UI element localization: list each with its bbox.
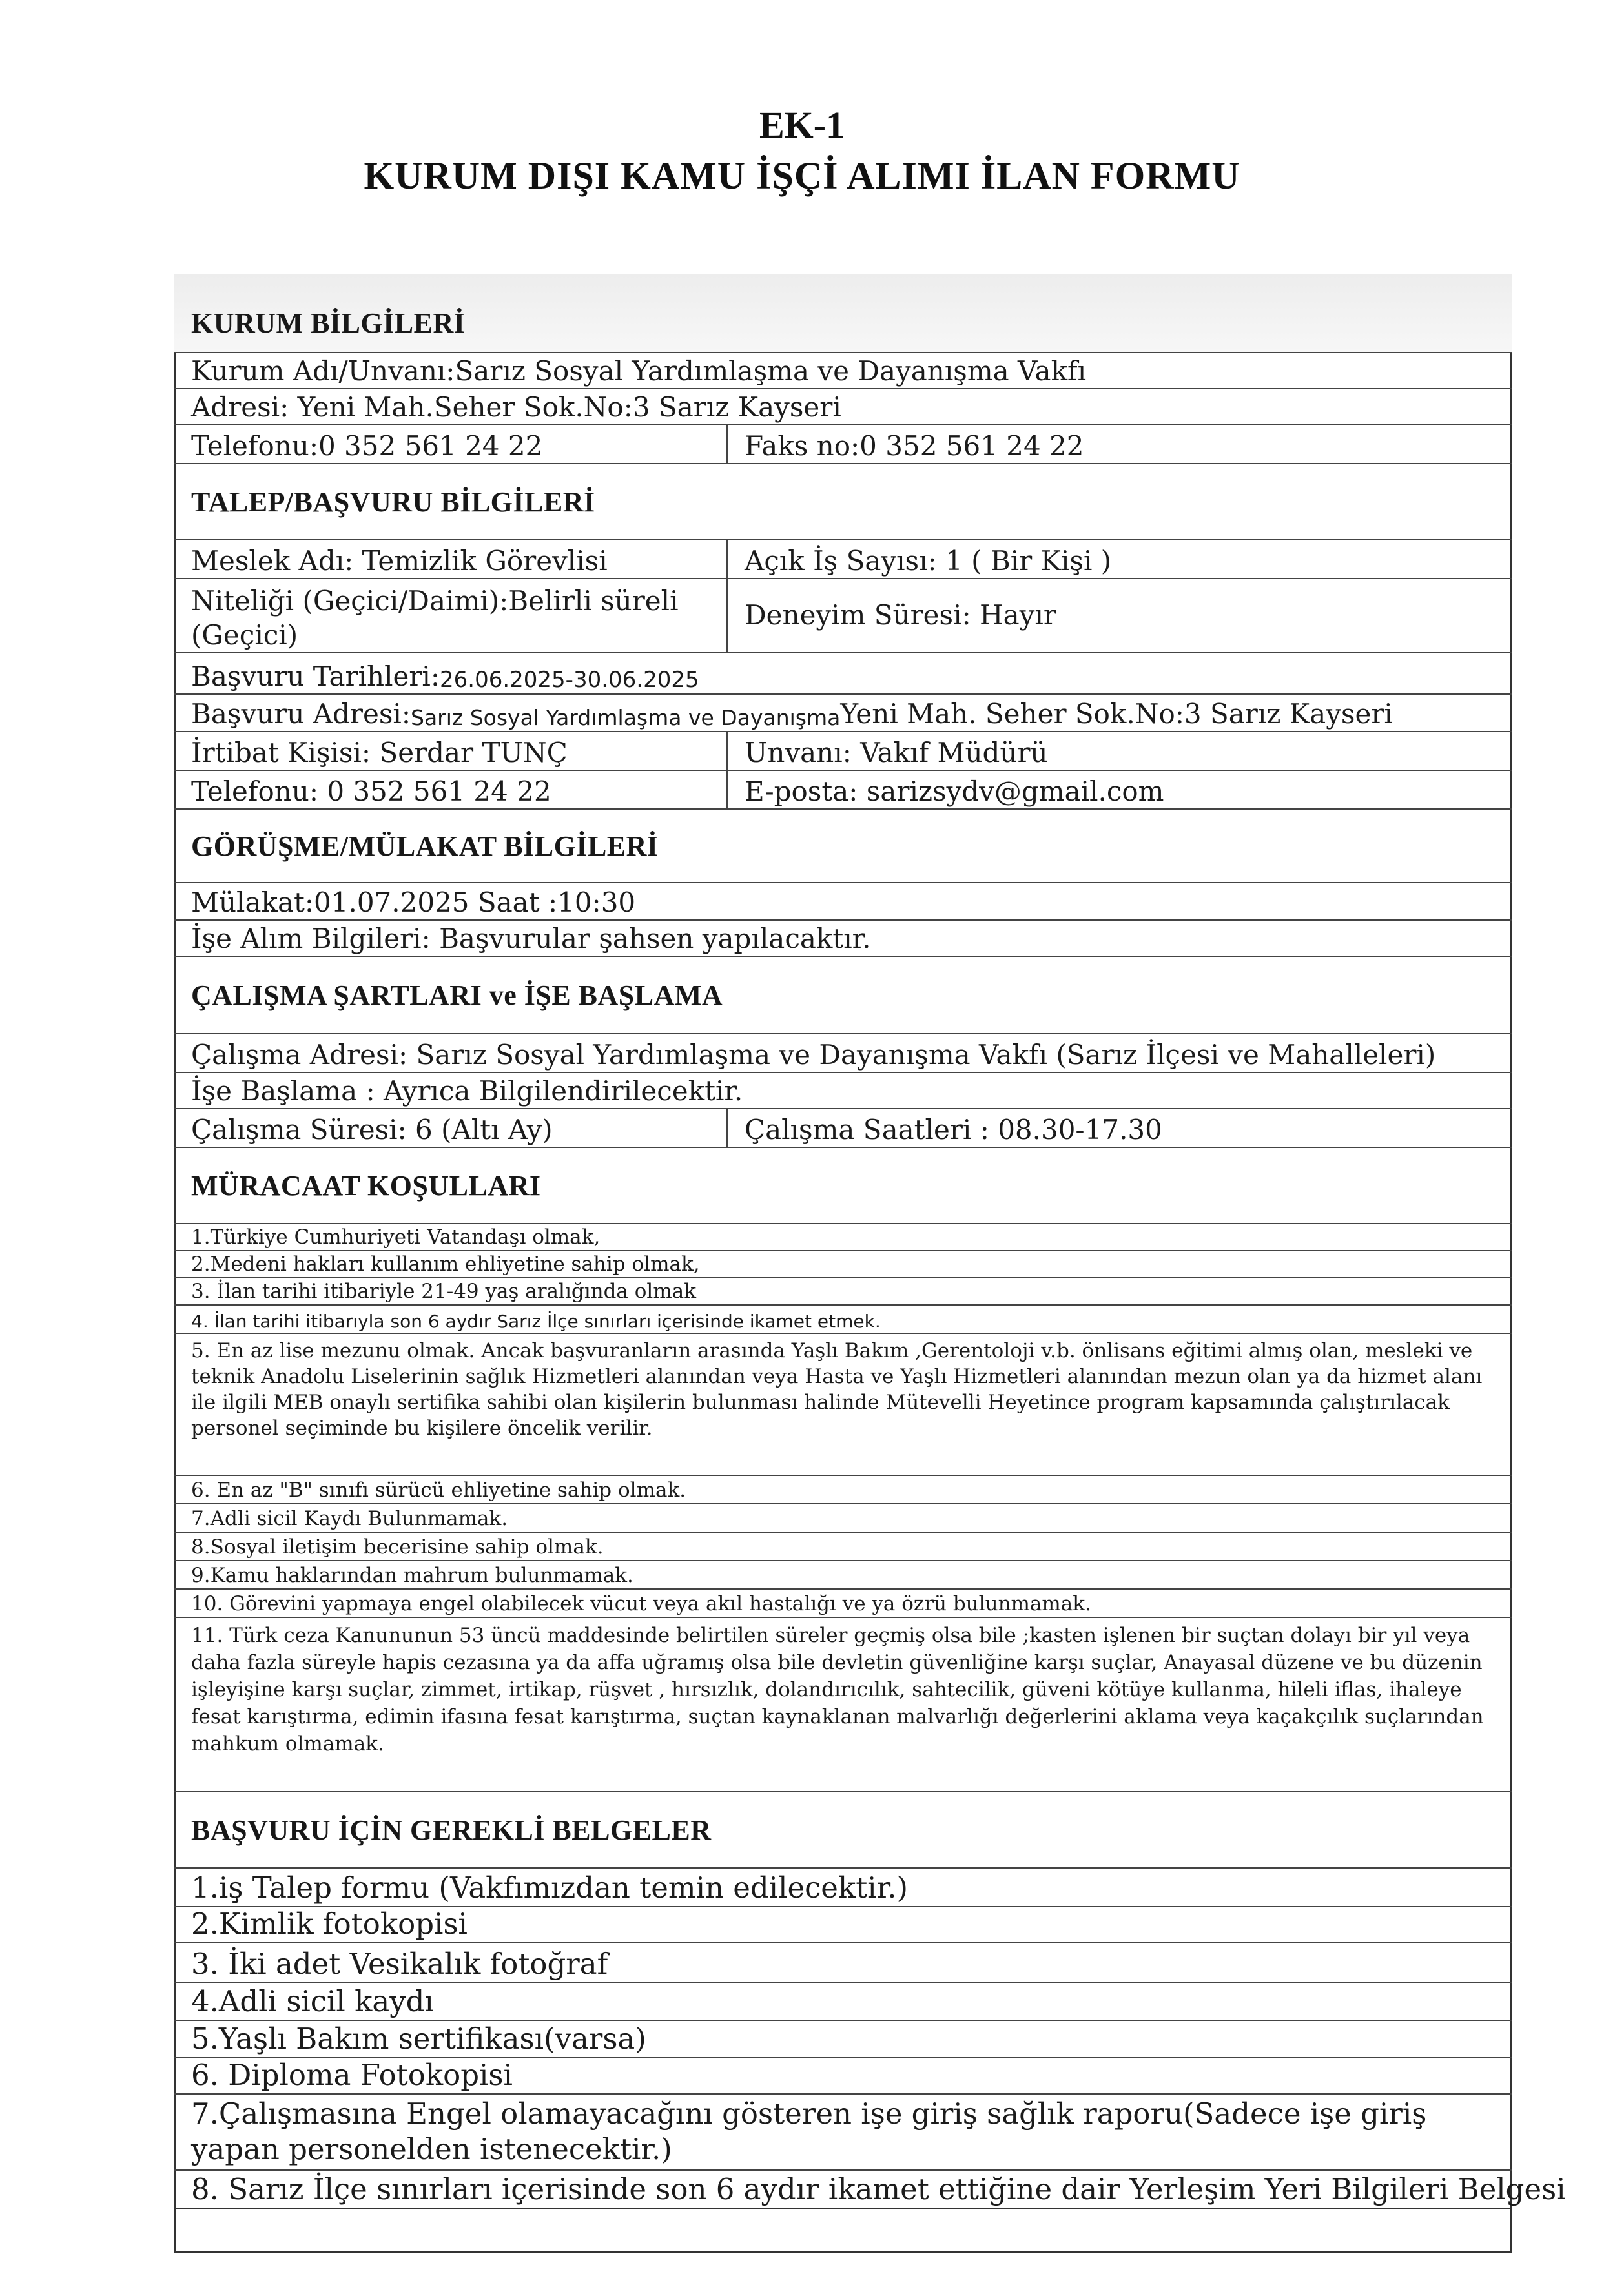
condition-item: [174, 1504, 1512, 1533]
mulakat-tarih: Mülakat:01.07.2025 Saat :10:30: [191, 886, 636, 918]
row-kurum-address: [174, 389, 1512, 425]
kurum-phone: Telefonu:0 352 561 24 22: [191, 429, 543, 462]
irtibat-eposta: E-posta: sarizsydv@gmail.com: [726, 771, 1512, 808]
basvuru-tarihleri: [174, 653, 1512, 693]
section-title: ÇALIŞMA ŞARTLARI ve İŞE BAŞLAMA: [191, 979, 723, 1011]
row-niteligi: [174, 579, 1512, 653]
document-item: [174, 1983, 1512, 2021]
row-basvuru-tarih: [174, 653, 1512, 695]
basvuru-adres-vakif: Sarız Sosyal Yardımlaşma ve Dayanışma: [411, 704, 841, 730]
deneyim-suresi: Deneyim Süresi: Hayır: [726, 579, 1512, 652]
condition-item: [174, 1251, 1512, 1278]
condition-text: 5. En az lise mezunu olmak. Ancak başvuranların arasında Yaşlı Bakım ,Gerentoloji v.b. önlisans eğitimi almış olan, mesleki ve teknik Anadolu Liselerinin sağlık Hizmetleri alanından veya Hasta ve Yaşlı Hizmetleri alanından mezun olan ya da hizmet alanı ile ilgili MEB onaylı sertifika sahibi olan kişilerin bulunması halinde Mütevelli Heyetince program kapsamında çalıştırılacak personel seçiminde bu kişilere öncelik verilir.: [191, 1339, 1483, 1440]
irtibat-kisisi: İrtibat Kişisi: Serdar TUNÇ: [191, 736, 568, 768]
document-text: 8. Sarız İlçe sınırları içerisinde son 6 aydır ikamet ettiğine dair Yerleşim Yeri Bilgileri Belgesi: [191, 2171, 1566, 2206]
document-item: [174, 2058, 1512, 2095]
document-text: 6. Diploma Fotokopisi: [191, 2057, 513, 2092]
condition-item: [174, 1334, 1512, 1476]
condition-item: [174, 1224, 1512, 1251]
condition-item: [174, 1476, 1512, 1504]
document-text: 2.Kimlik fotokopisi: [191, 1906, 468, 1941]
condition-item: [174, 1533, 1512, 1561]
condition-item: [174, 1590, 1512, 1618]
condition-text: 3. İlan tarihi itibariyle 21-49 yaş aralığında olmak: [191, 1280, 697, 1304]
document-text: 1.iş Talep formu (Vakfımızdan temin edilecektir.): [191, 1870, 909, 1905]
kurum-name: Kurum Adı/Unvanı:Sarız Sosyal Yardımlaşma ve Dayanışma Vakfı: [191, 354, 1086, 387]
row-kurum-name: [174, 353, 1512, 389]
row-basvuru-adres: [174, 695, 1512, 732]
kurum-fax: Faks no:0 352 561 24 22: [726, 425, 1512, 463]
condition-item: [174, 1306, 1512, 1334]
meslek-adi: Meslek Adı: Temizlik Görevlisi: [191, 544, 608, 577]
document-text: 7.Çalışmasına Engel olamayacağını gösteren işe giriş sağlık raporu(Sadece işe giriş yapan personelden istenecektir.): [191, 2096, 1427, 2166]
form-title: KURUM DIŞI KAMU İŞÇİ ALIMI İLAN FORMU: [364, 154, 1240, 197]
section-kurum: [174, 274, 1512, 353]
condition-text: 2.Medeni hakları kullanım ehliyetine sahip olmak,: [191, 1253, 700, 1276]
calisma-suresi: Çalışma Süresi: 6 (Altı Ay): [191, 1113, 553, 1145]
document-item: [174, 1907, 1512, 1943]
document-item: [174, 2021, 1512, 2058]
document-item: [174, 2095, 1512, 2171]
condition-item: [174, 1278, 1512, 1306]
document-item: [174, 1869, 1512, 1907]
row-kurum-phone: [174, 425, 1512, 464]
basvuru-tarih-value: 26.06.2025-30.06.2025: [440, 666, 699, 693]
row-mulakat: [174, 883, 1512, 921]
section-talep: [174, 464, 1512, 540]
row-ise-alim: [174, 921, 1512, 957]
document-text: 4.Adli sicil kaydı: [191, 1983, 434, 2018]
acik-is-sayisi: Açık İş Sayısı: 1 ( Bir Kişi ): [726, 540, 1512, 578]
condition-item: [174, 1561, 1512, 1590]
condition-text: 1.Türkiye Cumhuriyeti Vatandaşı olmak,: [191, 1225, 601, 1249]
condition-text: 7.Adli sicil Kaydı Bulunmamak.: [191, 1507, 508, 1531]
row-irtibat: [174, 732, 1512, 771]
section-muracaat: [174, 1148, 1512, 1224]
row-calisma-adres: [174, 1034, 1512, 1073]
document-text: 5.Yaşlı Bakım sertifikası(varsa): [191, 2021, 646, 2056]
row-calisma-sure: [174, 1109, 1512, 1148]
section-gorusme: [174, 810, 1512, 883]
section-calisma: [174, 957, 1512, 1034]
niteligi: Niteliği (Geçici/Daimi):Belirli süreli (Geçici): [191, 585, 679, 651]
ise-alim-bilgileri: İşe Alım Bilgileri: Başvurular şahsen yapılacaktır.: [191, 922, 871, 954]
basvuru-adres-label: Başvuru Adresi:: [191, 697, 411, 730]
row-telefon: [174, 771, 1512, 810]
section-title: KURUM BİLGİLERİ: [174, 274, 1512, 352]
section-title: MÜRACAAT KOŞULLARI: [191, 1169, 541, 1202]
row-ise-baslama: [174, 1073, 1512, 1109]
document-item: [174, 2171, 1566, 2209]
row-meslek: [174, 540, 1512, 579]
basvuru-adresi: [174, 695, 1512, 731]
condition-text: 6. En az "B" sınıfı sürücü ehliyetine sahip olmak.: [191, 1479, 686, 1502]
ise-baslama: İşe Başlama : Ayrıca Bilgilendirilecektir.: [191, 1074, 743, 1107]
irtibat-telefon: Telefonu: 0 352 561 24 22: [191, 775, 551, 807]
condition-text: 9.Kamu haklarından mahrum bulunmamak.: [191, 1564, 633, 1588]
calisma-adresi: Çalışma Adresi: Sarız Sosyal Yardımlaşma ve Dayanışma Vakfı (Sarız İlçesi ve Mahalleleri): [191, 1038, 1436, 1071]
calisma-saatleri: Çalışma Saatleri : 08.30-17.30: [726, 1109, 1512, 1147]
document-text: 3. İki adet Vesikalık fotoğraf: [191, 1946, 608, 1981]
basvuru-tarih-label: Başvuru Tarihleri:: [191, 660, 440, 692]
section-title: TALEP/BAŞVURU BİLGİLERİ: [191, 486, 595, 518]
condition-text: 8.Sosyal iletişim becerisine sahip olmak.: [191, 1535, 604, 1559]
condition-text: 4. İlan tarihi itibarıyla son 6 aydır Sarız İlçe sınırları içerisinde ikamet etmek.: [191, 1311, 881, 1332]
document-item: [174, 1943, 1512, 1983]
condition-text: 11. Türk ceza Kanununun 53 üncü maddesinde belirtilen süreler geçmiş olsa bile ;kasten işlenen bir suçtan dolayı bir yıl veya daha fazla süreyle hapis cezasına ya da affa uğramış olsa bile devletin güvenliğine karşı suçlar, Anayasal düzene ve bu düzenin işleyişine karşı suçlar, zimmet, irtikap, rüşvet , hırsızlık, dolandırıcılık, sahtecilik, güveni kötüye kullanma, hileli iflas, ihaleye fesat karıştırma, edimin ifasına fesat karıştırma, suçtan kaynaklanan malvarlığı değerlerini aklama veya kaçakçılık suçlarından mahkum olmamak.: [191, 1624, 1484, 1756]
basvuru-adres-rest: Yeni Mah. Seher Sok.No:3 Sarız Kayseri: [840, 697, 1393, 730]
annex-label: EK-1: [759, 104, 845, 146]
section-belgeler: [174, 1792, 1512, 1869]
condition-text: 10. Görevini yapmaya engel olabilecek vücut veya akıl hastalığı ve ya özrü bulunmamak.: [191, 1592, 1091, 1616]
condition-item: [174, 1618, 1512, 1792]
section-title: GÖRÜŞME/MÜLAKAT BİLGİLERİ: [191, 830, 659, 862]
kurum-address: Adresi: Yeni Mah.Seher Sok.No:3 Sarız Kayseri: [191, 391, 841, 423]
irtibat-unvan: Unvanı: Vakıf Müdürü: [726, 732, 1512, 770]
section-title: BAŞVURU İÇİN GEREKLİ BELGELER: [191, 1814, 712, 1846]
